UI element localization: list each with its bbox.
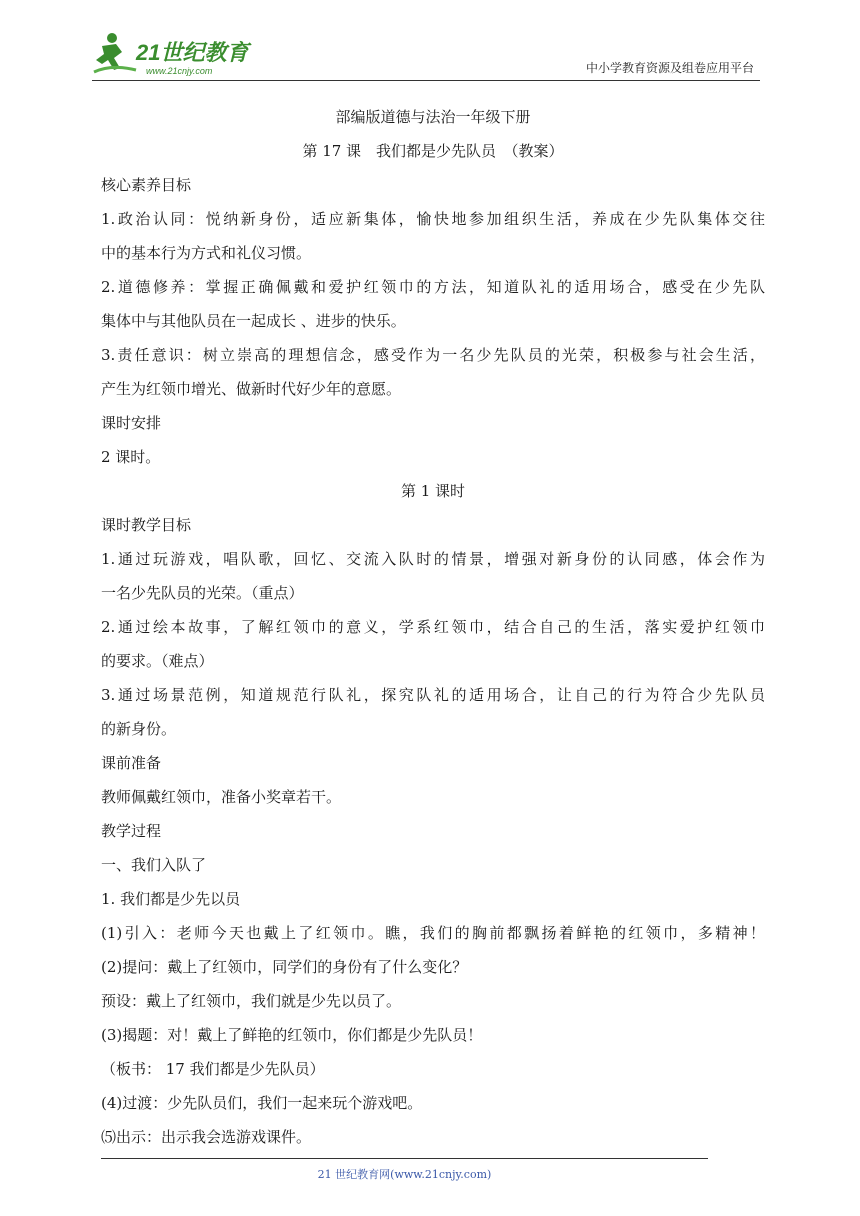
text-line: 产生为红领巾增光、做新时代好少年的意愿。 [101,380,402,398]
text-line: (2)提问：戴上了红领巾，同学们的身份有了什么变化？ [101,958,468,976]
text-line: 2.通过绘本故事，了解红领巾的意义，学系红领巾，结合自己的生活，落实爱护红领巾 [101,618,765,636]
logo-url: www.21cnjy.com [146,66,213,76]
doc-title: 部编版道德与法治一年级下册 [335,108,531,126]
text-line: 课时教学目标 [101,516,192,534]
header-platform-text: 中小学教育资源及组卷应用平台 [585,61,754,75]
footer-divider [101,1158,708,1159]
text-line: 3.通过场景范例，知道规范行队礼，探究队礼的适用场合，让自己的行为符合少先队员 [101,686,765,704]
footer-text: 21 世纪教育网(www.21cnjy.com) [317,1168,492,1181]
text-line: 一名少先队员的光荣。（重点） [101,584,304,602]
doc-subtitle: 第 17 课 我们都是少先队员 （教案） [302,142,564,160]
text-line: 2.道德修养：掌握正确佩戴和爱护红领巾的方法，知道队礼的适用场合，感受在少先队 [101,278,765,296]
text-line: 1.通过玩游戏，唱队歌，回忆、交流入队时的情景，增强对新身份的认同感，体会作为 [101,550,765,568]
text-line: (4)过渡：少先队员们，我们一起来玩个游戏吧。 [101,1094,423,1112]
text-line: 课前准备 [101,754,162,772]
page-header [92,30,760,81]
text-line: (3)揭题：对！戴上了鲜艳的红领巾，你们都是少先队员！ [101,1026,483,1044]
logo [92,30,267,78]
text-line: 一、我们入队了 [101,856,207,874]
doc-lines [101,168,765,1154]
text-line: 3.责任意识：树立崇高的理想信念，感受作为一名少先队员的光荣，积极参与社会生活， [101,346,765,364]
document-body [101,100,765,1154]
text-line: 核心素养目标 [101,176,192,194]
text-line: 2 课时。 [101,448,161,466]
text-line: 的新身份。 [101,720,177,738]
text-line: 中的基本行为方式和礼仪习惯。 [101,244,312,262]
text-line: 教学过程 [101,822,162,840]
text-line: 课时安排 [101,414,162,432]
text-line: （板书： 17 我们都是少先队员） [101,1060,325,1078]
text-line: 1. 我们都是少先以员 [101,890,241,908]
text-line: 预设：戴上了红领巾，我们就是少先以员了。 [101,992,402,1010]
logo-text: 21世纪教育 [136,40,249,65]
text-line: (1)引入：老师今天也戴上了红领巾。瞧，我们的胸前都飘扬着鲜艳的红领巾，多精神！ [101,924,765,942]
runner-icon [94,33,136,72]
text-line: 的要求。（难点） [101,652,214,670]
text-line: 集体中与其他队员在一起成长 、进步的快乐。 [101,312,406,330]
text-line: 教师佩戴红领巾，准备小奖章若干。 [101,788,342,806]
text-line: 1.政治认同：悦纳新身份，适应新集体，愉快地参加组织生活，养成在少先队集体交往 [101,210,765,228]
text-line: ⑸出示：出示我会选游戏课件。 [101,1128,312,1146]
section-heading: 第 1 课时 [400,482,466,500]
